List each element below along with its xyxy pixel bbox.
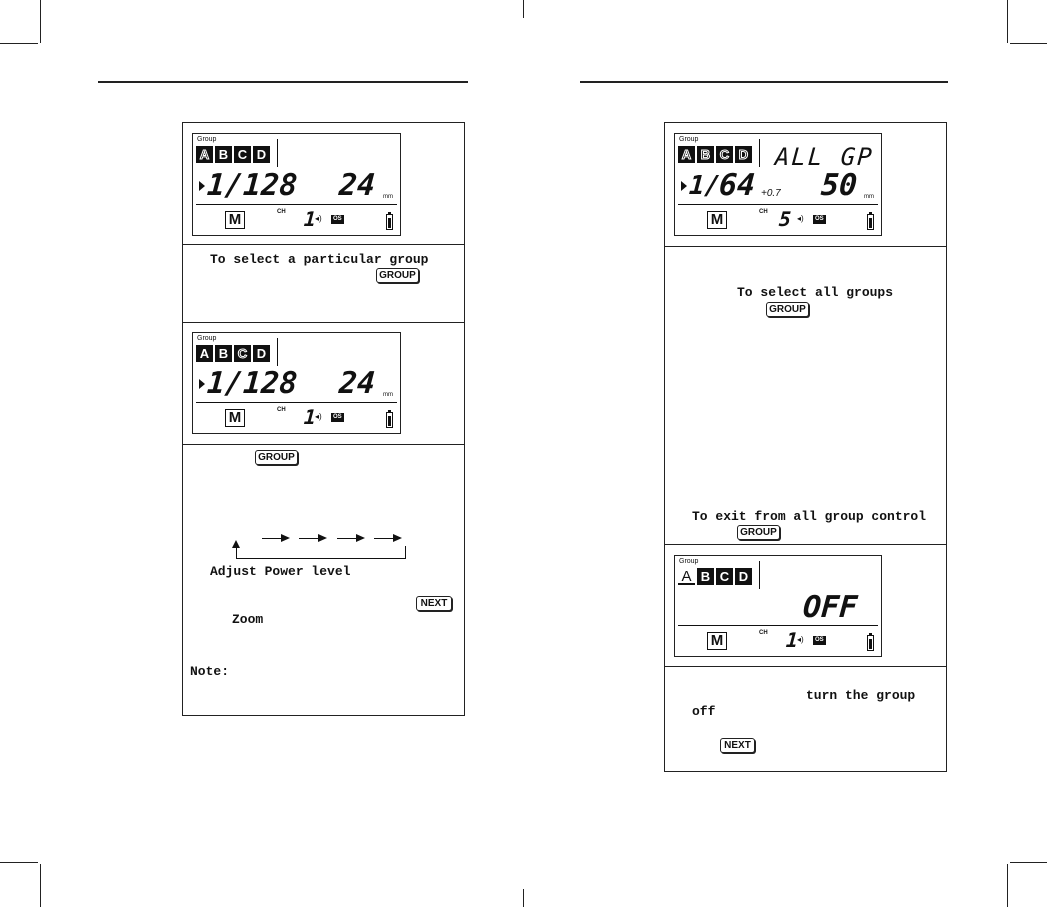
- next-key-icon: NEXT: [416, 596, 452, 611]
- mode-box: M: [225, 211, 245, 229]
- group-letter-a: A: [678, 568, 695, 585]
- lcd-separator: [678, 204, 878, 205]
- crop-mark: [523, 0, 524, 18]
- note-label: Note:: [190, 664, 230, 679]
- zoom-unit: mm: [383, 194, 393, 200]
- crop-mark: [1010, 862, 1047, 863]
- crop-mark: [40, 864, 41, 907]
- zoom-readout: 50: [819, 168, 859, 203]
- crop-mark: [1010, 43, 1047, 44]
- group-key-icon: GROUP: [376, 268, 419, 283]
- channel-readout: 1: [303, 405, 317, 429]
- speaker-icon: ◂): [315, 214, 322, 223]
- crop-mark: [523, 889, 524, 907]
- channel-readout: 5: [778, 207, 792, 231]
- mode-box: M: [225, 409, 245, 427]
- os-badge: OS: [333, 216, 342, 222]
- divider: [665, 666, 946, 667]
- zoom-readout: 24: [337, 168, 377, 203]
- pointer-icon: [681, 181, 687, 191]
- group-letters: [196, 345, 270, 362]
- instruction-text: To exit from all group control: [692, 509, 927, 524]
- os-badge: OS: [333, 414, 342, 420]
- arrow-up-icon: [232, 540, 240, 548]
- lcd-divider: [277, 338, 278, 366]
- speaker-icon: ◂): [315, 412, 322, 421]
- power-readout: 1/128: [205, 168, 299, 203]
- divider: [665, 544, 946, 545]
- group-letter-c: C: [716, 568, 733, 585]
- pointer-icon: [199, 181, 205, 191]
- mode-box: M: [707, 211, 727, 229]
- all-groups-readout: ALL GP: [774, 143, 875, 171]
- divider: [183, 444, 464, 445]
- speaker-icon: ◂): [797, 635, 804, 644]
- header-rule-right: [580, 81, 948, 83]
- group-letter-d: D: [253, 345, 270, 362]
- lcd-divider: [759, 561, 760, 589]
- arrow-right-icon: [262, 538, 288, 539]
- power-readout: 1/128: [205, 366, 299, 401]
- group-letter-d: D: [735, 568, 752, 585]
- power-readout-value: 64: [717, 168, 757, 203]
- channel-label: CH: [277, 209, 286, 215]
- instruction-text: To select a particular group: [210, 252, 429, 267]
- zoom-readout: 24: [337, 366, 377, 401]
- lcd-display: [674, 555, 882, 657]
- cycle-line: [236, 558, 405, 559]
- group-label: Group: [679, 136, 699, 143]
- ev-compensation: +0.7: [761, 188, 781, 199]
- zoom-unit: mm: [864, 194, 874, 200]
- zoom-text: Zoom: [232, 612, 264, 627]
- group-label: Group: [679, 558, 699, 565]
- mode-box: M: [707, 632, 727, 650]
- lcd-display: [674, 133, 882, 236]
- group-letter-c: C: [716, 146, 733, 163]
- adjust-power-text: Adjust Power level: [210, 564, 351, 579]
- lcd-divider: [759, 139, 760, 167]
- group-letter-b: B: [697, 146, 714, 163]
- arrow-right-icon: [374, 538, 400, 539]
- arrow-right-icon: [337, 538, 363, 539]
- next-key-icon: NEXT: [720, 738, 755, 753]
- group-letter-a: A: [196, 345, 213, 362]
- group-letter-d: D: [253, 146, 270, 163]
- battery-icon: [867, 214, 874, 230]
- channel-readout: 1: [303, 207, 317, 231]
- crop-mark: [1007, 0, 1008, 43]
- instruction-text: turn the group: [806, 688, 916, 703]
- crop-mark: [40, 0, 41, 43]
- cycle-line: [405, 546, 406, 559]
- group-letter-c: C: [234, 146, 251, 163]
- arrow-right-icon: [299, 538, 325, 539]
- crop-mark: [1007, 864, 1008, 907]
- lcd-separator: [678, 625, 878, 626]
- lcd-separator: [196, 204, 397, 205]
- crop-mark: [0, 43, 38, 44]
- zoom-unit: mm: [383, 392, 393, 398]
- pointer-icon: [199, 379, 205, 389]
- group-letter-b: B: [215, 146, 232, 163]
- group-label: Group: [197, 136, 217, 143]
- channel-label: CH: [759, 209, 768, 215]
- header-rule-left: [98, 81, 468, 83]
- instruction-text: off: [692, 704, 716, 719]
- group-letter-d: D: [735, 146, 752, 163]
- divider: [183, 244, 464, 245]
- group-letter-c: C: [234, 345, 251, 362]
- channel-label: CH: [759, 630, 768, 636]
- lcd-display: [192, 133, 401, 236]
- instruction-text: To select all groups: [737, 285, 894, 300]
- os-badge: OS: [815, 637, 824, 643]
- group-key-icon: GROUP: [255, 450, 298, 465]
- speaker-icon: ◂): [797, 214, 804, 223]
- group-key-icon: GROUP: [766, 302, 809, 317]
- channel-readout: 1: [785, 628, 799, 652]
- group-key-icon: GROUP: [737, 525, 780, 540]
- channel-label: CH: [277, 407, 286, 413]
- battery-icon: [386, 214, 393, 230]
- off-readout: OFF: [801, 590, 859, 625]
- group-letters: [678, 568, 752, 585]
- group-letters: [196, 146, 270, 163]
- lcd-divider: [277, 139, 278, 167]
- power-readout: 1/: [687, 171, 722, 201]
- group-letters: [678, 146, 752, 163]
- divider: [665, 246, 946, 247]
- os-badge: OS: [815, 216, 824, 222]
- battery-icon: [386, 412, 393, 428]
- lcd-display: [192, 332, 401, 434]
- lcd-separator: [196, 402, 397, 403]
- divider: [183, 322, 464, 323]
- group-letter-b: B: [697, 568, 714, 585]
- crop-mark: [0, 862, 38, 863]
- group-letter-a: A: [196, 146, 213, 163]
- group-label: Group: [197, 335, 217, 342]
- group-letter-b: B: [215, 345, 232, 362]
- group-letter-a: A: [678, 146, 695, 163]
- battery-icon: [867, 635, 874, 651]
